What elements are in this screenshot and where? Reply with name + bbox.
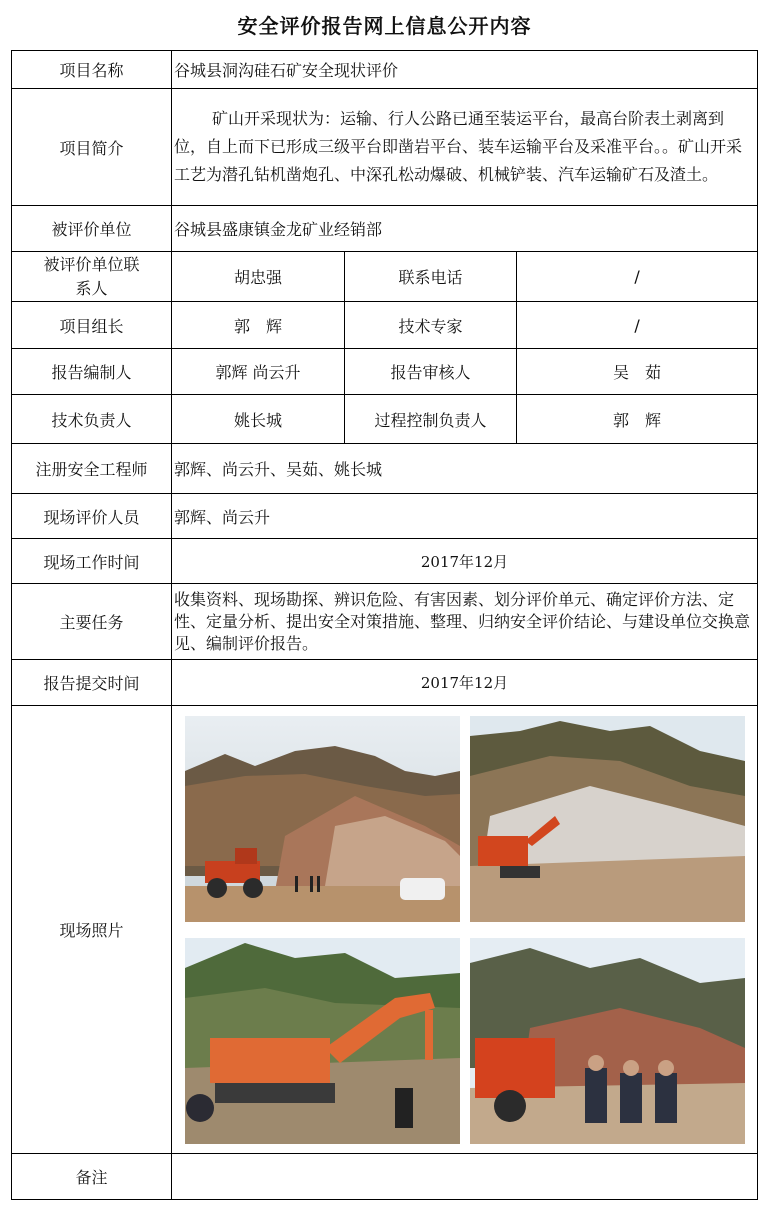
- expert-label: 技术专家: [345, 302, 517, 349]
- compiler-label: 报告编制人: [12, 349, 172, 395]
- team-leader-label: 项目组长: [12, 302, 172, 349]
- project-name-label: 项目名称: [12, 51, 172, 89]
- row-tech-lead: [12, 395, 758, 444]
- row-project-name: [12, 51, 758, 89]
- photos-cell: [172, 706, 758, 1154]
- tech-lead-value: 姚长城: [172, 395, 345, 444]
- work-time-label: 现场工作时间: [12, 539, 172, 584]
- compiler-value: 郭辉 尚云升: [172, 349, 345, 395]
- evaluators-value: 郭辉、尚云升: [172, 494, 758, 539]
- row-contact: [12, 252, 758, 302]
- site-photo-excavator-slope: [470, 716, 745, 922]
- phone-label: 联系电话: [345, 252, 517, 302]
- remarks-label: 备注: [12, 1154, 172, 1200]
- phone-value: /: [517, 252, 758, 302]
- row-remarks: [12, 1154, 758, 1200]
- project-intro-value: 矿山开采现状为：运输、行人公路已通至装运平台，最高台阶表土剥离到位，自上而下已形成三级平台即凿岩平台、装车运输平台及采准平台。。矿山开采工艺为潜孔钻机凿炮孔、中深孔松动爆破、机械铲装、汽车运输矿石及渣土。: [174, 109, 743, 184]
- info-table: [11, 50, 758, 1200]
- row-evaluators: [12, 494, 758, 539]
- page-title: 安全评价报告网上信息公开内容: [237, 14, 532, 38]
- site-photo-excavator: [185, 938, 460, 1144]
- tech-lead-label: 技术负责人: [12, 395, 172, 444]
- row-main-tasks: [12, 584, 758, 660]
- team-leader-value: 郭 辉: [172, 302, 345, 349]
- process-label: 过程控制负责人: [345, 395, 517, 444]
- site-photo-loader: [185, 716, 460, 922]
- row-engineers: [12, 444, 758, 494]
- project-intro-cell: [172, 89, 758, 206]
- remarks-value: [172, 1154, 758, 1200]
- expert-value: /: [517, 302, 758, 349]
- row-compiler: [12, 349, 758, 395]
- engineers-label: 注册安全工程师: [12, 444, 172, 494]
- reviewer-label: 报告审核人: [345, 349, 517, 395]
- submit-time-value: 2017年12月: [172, 660, 758, 706]
- main-tasks-label: 主要任务: [12, 584, 172, 660]
- work-time-value: 2017年12月: [172, 539, 758, 584]
- contact-label-text: 被评价单位联系人: [43, 254, 140, 298]
- project-name-value: 谷城县洞沟硅石矿安全现状评价: [172, 51, 758, 89]
- row-photos: [12, 706, 758, 1154]
- photo-grid: [172, 708, 757, 1152]
- contact-value: 胡忠强: [172, 252, 345, 302]
- contact-label: [12, 252, 172, 302]
- process-value: 郭 辉: [517, 395, 758, 444]
- evaluators-label: 现场评价人员: [12, 494, 172, 539]
- reviewer-value: 吴 茹: [517, 349, 758, 395]
- photos-label: 现场照片: [12, 706, 172, 1154]
- row-work-time: [12, 539, 758, 584]
- engineers-value: 郭辉、尚云升、吴茹、姚长城: [172, 444, 758, 494]
- project-intro-label: 项目简介: [12, 89, 172, 206]
- evaluated-unit-value: 谷城县盛康镇金龙矿业经销部: [172, 206, 758, 252]
- evaluated-unit-label: 被评价单位: [12, 206, 172, 252]
- row-team-leader: [12, 302, 758, 349]
- main-tasks-value: 收集资料、现场勘探、辨识危险、有害因素、划分评价单元、确定评价方法、定性、定量分析、提出安全对策措施、整理、归纳安全评价结论、与建设单位交换意见、编制评价报告。: [172, 584, 758, 660]
- submit-time-label: 报告提交时间: [12, 660, 172, 706]
- row-project-intro: [12, 89, 758, 206]
- site-photo-personnel: [470, 938, 745, 1144]
- row-submit-time: [12, 660, 758, 706]
- row-evaluated-unit: [12, 206, 758, 252]
